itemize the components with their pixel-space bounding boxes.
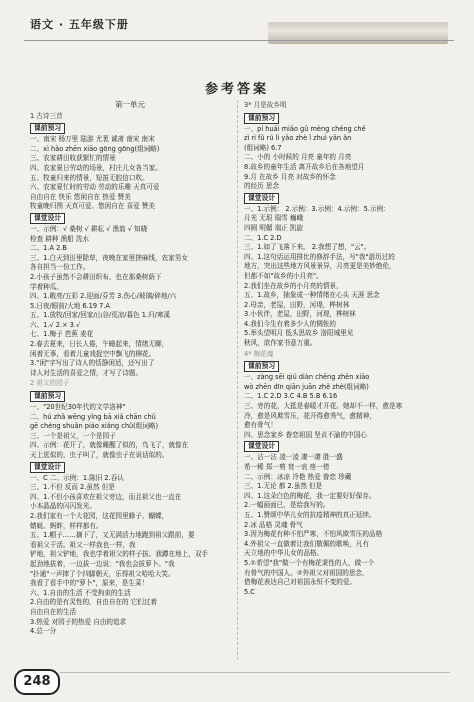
answer-line: 4.我们今生有着多少人的惆怅的 (244, 319, 337, 328)
answer-line: 牧童晚归图 天真可爱、悠闲自在 喜爱 赞美 (30, 202, 155, 211)
answer-line: 地方，突出这些地方风景景异，月亮更是美妙绝伦， (244, 262, 396, 271)
section-heading-wrap (244, 440, 450, 453)
answer-line: 闲着无事，看着儿童戏捉空中飘飞的柳花。 (30, 349, 156, 358)
unit-title: 第一单元 (115, 100, 145, 109)
section-heading-wrap (30, 461, 230, 474)
section-heading: 课堂设计 (244, 441, 279, 452)
section-heading: 课前预习 (30, 123, 65, 134)
answer-line: 各自担当一份工作。 (30, 263, 90, 272)
header-title: 语文 · 五年级下册 (30, 18, 129, 31)
answer-line: 五、1.放牧/回家/回家/山谷/荒凉/暮色 1.归/寒溪 (30, 311, 171, 320)
answer-line: 二、hú zhǎ wēng yǐng bā xiǎ chān chǔ (30, 412, 156, 421)
answer-line: 5.举头望明月 低头思故乡 洛阳城里见 (244, 329, 354, 338)
answer-line: 五、牧童归来的情景，短笛无腔信口吹。 (30, 173, 149, 182)
answer-line: 5.C (244, 587, 255, 596)
answer-line: 一、C 二、示例：1.陈旧 2.吞认 (30, 473, 124, 482)
answer-line: 月光 无垠 瑞雪 巍峨 (244, 214, 304, 223)
answer-line: 看祖父干活。祖父一样我也一样，我 (30, 540, 136, 549)
answer-line: 四、示例：花开了，就像睡醒了似的，鸟飞了，就像在 (30, 441, 189, 450)
section-heading: 课前预习 (244, 361, 279, 372)
answer-line: 5.日夜/眼前/大地 6.19 7.A (30, 301, 110, 310)
answer-line: 3."闲"字写出了诗人的恬静闲适，还写出了 (30, 359, 155, 368)
left-column (30, 100, 230, 637)
answer-line: 4.总一分 (30, 627, 57, 636)
answer-line: 希一稀 郑一剪 衰一哀 痊一傍 (244, 463, 330, 471)
column-divider (237, 100, 238, 660)
answer-line: 四、1.不但小孩喜欢在祖父旁边，而且祖父也一直在 (30, 492, 182, 501)
lesson-title: 4* 梅花魂 (244, 349, 274, 358)
answer-line: 一、1.示例： 2.示例：3.示例：4.示例：5.示例： (244, 204, 390, 213)
section-heading: 课前预习 (244, 113, 279, 124)
answer-line: 一、zàng sēi qiú diàn chēng zhēn xiāo (244, 373, 370, 382)
answer-line: 小本晶晶的闪闪发光。 (30, 502, 96, 511)
answer-line: wò zhēn dīn qiān juān zhě zhè(组词略) (244, 382, 369, 391)
answer-line: 8.故乡的童年生活 离开故乡后在各地望月 (244, 162, 365, 171)
lesson-title: 2 祖父的园子 (30, 379, 70, 388)
answer-line: 2.母亲，老屋，田野，河堤，桦树林 (244, 300, 350, 309)
answer-line: 六、农家夏忙时的劳动 劳动的乐趣 天真可爱 (30, 183, 160, 192)
answer-line: 四圆 明媚 端正 凯旋 (244, 223, 304, 232)
footer-rule (60, 672, 450, 673)
answer-line: 愈有骨气！ (244, 421, 277, 430)
answer-line: 二、1.A 2.B (30, 244, 67, 253)
answer-line: 但都不如"故乡的小月亮"。 (244, 271, 323, 280)
section-heading-wrap (244, 192, 450, 205)
answer-line: "扑通"一声摔了个四脚朝天，乐得祖父哈哈大笑。 (30, 569, 175, 578)
answer-line: 诗人对生活的喜爱之情，才写了诗题。 (30, 368, 143, 377)
lesson-title: 3* 月是故乡明 (244, 101, 287, 109)
section-heading-wrap (30, 390, 230, 403)
answer-line: 三、旁的花，大抵是春暖才开花。她却不一样，愈是寒 (244, 402, 403, 411)
section-heading-wrap (244, 112, 450, 125)
answer-line: 2.我们家有一个大花园，这花园里蜂子、蝴蝶， (30, 511, 169, 520)
answer-line: 的经历 思念 (244, 182, 280, 191)
answer-line: 2.小孩子虽然不会耕田织布，也在那桑树荫下 (30, 272, 162, 281)
answer-line: 2.我们坐在故乡的小月亮的情景， (244, 281, 343, 290)
section-heading: 课堂设计 (244, 193, 279, 204)
answer-line: 一、南宋 杨万里 陆游 尤袤 诚斋 南宋 南宋 (30, 135, 155, 144)
answer-line: 3.小伙伴，老屋，田野，河堤，桦树林 (244, 310, 356, 319)
answer-line: 秋风，欲作家书意万重。 (244, 339, 317, 348)
answer-line: 四、思念家乡 眷恋祖国 坚贞不渝的中国心 (244, 430, 367, 439)
answer-line: 二、1.C 2.D (244, 233, 282, 242)
answer-line: 自由自在的生活 (30, 607, 77, 616)
answer-line: 六、1.√ 2.× 3.√ (30, 320, 81, 329)
page-header (0, 0, 474, 52)
answer-line: 四、农家夏日劳动的场景，村庄儿女各当家。 (30, 163, 162, 172)
answer-line: 检查 耕种 渔船 洗水 (30, 234, 90, 243)
answer-line: 天上逛似的，虫子叫了，就像虫子在说话似的。 (30, 451, 169, 459)
answer-line: 七、1.梅子 芭蕉 麦花 (30, 330, 94, 339)
answer-line: 二、xì hǎo zhēn xiāo gōng gōng(组词略) (30, 144, 160, 153)
page-title: 参考答案 (204, 82, 269, 97)
lesson-title: 1 古诗三首 (30, 111, 63, 120)
answer-line: 六、1.自由的生活 不受拘束的生活 (30, 588, 131, 597)
section-heading-wrap (30, 212, 230, 225)
answer-line: 3.因为梅花有种不怕严寒，不怕风欺雪压的品格 (244, 530, 383, 539)
answer-line: 2.自由的是有灵性的，自由自在的 它们过着 (30, 598, 158, 607)
section-heading-wrap (30, 122, 230, 135)
answer-line: 自由自在 快乐 悠闲自在 热爱 赞美 (30, 192, 131, 201)
answer-line: zì rì fǔ rú lì yǎo zhè ǐ zhuì yǎn ǎn (244, 134, 352, 143)
answer-line: (组词略) 6.7 (244, 143, 282, 152)
answer-line: 一、"20世纪30年代的文学洛神" (30, 403, 126, 412)
answer-line: 三、农家耕田收获繁忙的情景 (30, 154, 116, 163)
answer-line: 二、示例：冰凉 冷艳 热爱 眷恋 珍藏 (244, 472, 352, 481)
header-rule (24, 40, 454, 41)
section-heading: 课前预习 (30, 391, 65, 402)
answer-line: 蜻蜓、蚂蚱，样样都有。 (30, 521, 103, 530)
answer-line: 四、1.敞亮/五彩 2.迎面/芬芳 3.伤心/玻璃/碎地/六 (30, 292, 177, 301)
answer-line: 一、沾一沾 凌一凌 凄一凄 胜一盛 (244, 453, 343, 462)
answer-line: 我看了看手中的"萝卜"，原来，是生菜！ (30, 579, 149, 588)
answer-line: 一、pí huái miǎo gǔ mèng chéng chě (244, 124, 366, 133)
answer-line: 二、1.C 2.D 3.C 4.B 5.B 6.16 (244, 392, 338, 401)
answer-line: gē chéng shuǎn piáo xiǎng chǔ(组词略) (30, 422, 159, 431)
section-heading: 课堂设计 (30, 462, 65, 473)
page-number: 248 (14, 669, 60, 695)
answer-line: 铲地，祖父铲地，我也学着祖父的样子拔。我蹲在地上，双手 (30, 550, 209, 559)
right-column (244, 100, 450, 597)
answer-line: 一、示例：√ 桑树 √ 耕耘 √ 渔翁 √ 知晓 (30, 224, 148, 233)
answer-line: 有骨气的中国人。②外祖父对祖国的思念， (244, 568, 369, 577)
answer-line: 三、一个是祖父，一个是园子 (30, 431, 116, 440)
section-heading: 课堂设计 (30, 213, 65, 224)
answer-line: 4.外祖父一直做着让我们敬佩的歌唤，凡有 (244, 539, 369, 548)
answer-line: 三、1.无论 都 2.虽然 但是 (244, 482, 323, 491)
answer-line: 四、1.这句话运用排比的修辞手法，写"我"游历过的 (244, 252, 395, 261)
answer-line: 五、1.故乡，抽象成一种情绪在心头 天涯 思念 (244, 291, 380, 300)
answer-line: 五、1.帽子……摘下了，又无满活力地跑到祖父跟前，要 (30, 531, 195, 540)
answer-line: 2.一幅画面已，是给我写的。 (244, 501, 330, 510)
answer-line: 三、1.如了飞落下来。 2.我想了想，"云"。 (244, 243, 371, 252)
answer-line: 二、小的 小时候的 月亮 童年的 月亮 (244, 153, 352, 162)
answer-line: 2.冰 品格 灵魂 骨气 (244, 520, 303, 529)
answer-line: 冷，愈是风欺雪压，花开得愈秀气，愈精神， (244, 411, 376, 420)
answer-line: 5.①希望"我"做一个有梅花秉性的人，做一个 (244, 558, 375, 567)
answer-line: 学着种瓜。 (30, 282, 63, 291)
answer-line: 2.春去夏来，日长人倦，午睡起来，情绪无聊， (30, 340, 169, 349)
answer-line: 三、1.不但 反而 2.虽然 但是 (30, 483, 115, 492)
answer-line: 借梅花表达自己对祖国永恒不变的爱。 (244, 578, 357, 587)
answer-line: 三、1.白天到田里除草，夜晚在家里搓麻线，农家男女 (30, 253, 188, 262)
answer-line: 五、1.赞颂中华儿女的抗疫精神的真正延续。 (244, 510, 376, 519)
answer-line: 四、1.这朵白色的梅花，我一定要好好保存。 (244, 491, 376, 500)
answer-line: 3.热爱 对园子的热爱 自由的追求 (30, 617, 127, 626)
answer-line: 起劲地拔着，一边拔一边说："我也会拔萝卜。"我 (30, 559, 175, 568)
answer-line: 9.月 在故乡 月亮 对故乡的怀念 (244, 172, 336, 181)
answer-line: 天立地的中华儿女的品格。 (244, 549, 324, 558)
section-heading-wrap (244, 360, 450, 373)
